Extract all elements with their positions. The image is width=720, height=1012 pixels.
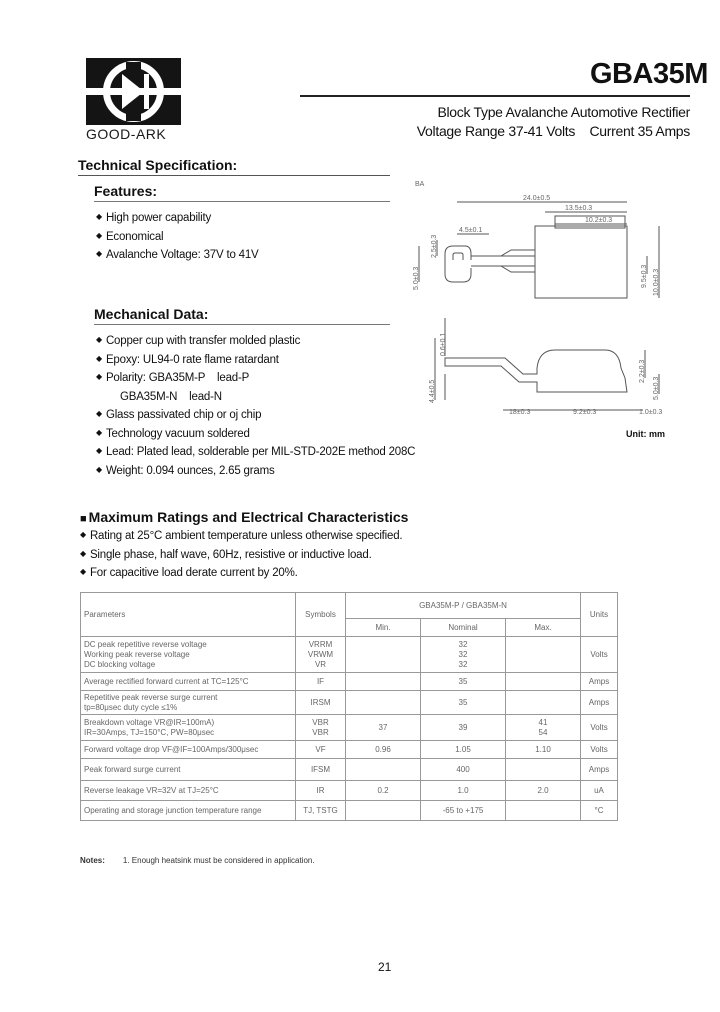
table-row <box>81 781 618 801</box>
min-cell <box>346 673 421 691</box>
nominal-cell: 35 <box>421 673 506 691</box>
dim-label: 18±0.3 <box>509 409 531 416</box>
list-item: GBA35M-N lead-N <box>120 390 222 403</box>
subtitle-line2: Voltage Range 37-41 Volts Current 35 Amps <box>416 123 690 139</box>
ratings-table <box>80 592 618 821</box>
list-item: ◆ Economical <box>96 231 259 250</box>
header-units: Units <box>581 593 618 637</box>
list-item: ◆ Single phase, half wave, 60Hz, resistive or inductive load. <box>80 549 402 568</box>
unit-cell: Amps <box>581 673 618 691</box>
features-heading: Features: <box>94 183 158 199</box>
table-row <box>81 637 618 673</box>
unit-cell: Volts <box>581 637 618 673</box>
table-row <box>81 741 618 759</box>
nominal-cell: 400 <box>421 759 506 781</box>
diode-logo-icon <box>86 58 181 125</box>
nominal-cell: 35 <box>421 691 506 715</box>
header-nominal: Nominal <box>421 619 506 637</box>
divider <box>94 201 390 202</box>
nominal-cell: 39 <box>421 715 506 741</box>
min-cell <box>346 801 421 821</box>
header-part: GBA35M-P / GBA35M-N <box>346 593 581 619</box>
unit-cell: Volts <box>581 715 618 741</box>
dim-label: 9.2±0.3 <box>573 409 597 416</box>
min-cell <box>346 637 421 673</box>
max-cell <box>506 801 581 821</box>
nominal-cell: 1.0 <box>421 781 506 801</box>
list-item: ◆ Copper cup with transfer molded plastic <box>96 335 415 354</box>
list-item: ◆ Avalanche Voltage: 37V to 41V <box>96 249 259 268</box>
list-item: ◆ Rating at 25°C ambient temperature unless otherwise specified. <box>80 530 402 549</box>
nominal-cell: -65 to +175 <box>421 801 506 821</box>
technical-spec-title: Technical Specification: <box>78 157 238 173</box>
ratings-heading: ■ Maximum Ratings and Electrical Characteristics <box>80 509 408 525</box>
min-cell: 0.2 <box>346 781 421 801</box>
dim-label: 2.2±0.3 <box>639 359 646 383</box>
table-row <box>81 715 618 741</box>
dim-label: 9.5±0.3 <box>641 264 648 288</box>
list-item: ◆ For capacitive load derate current by 20%. <box>80 567 402 586</box>
dim-label: 0.6±0.1 <box>440 332 447 356</box>
page-number: 21 <box>378 960 392 974</box>
param-cell: Operating and storage junction temperature range <box>81 801 296 821</box>
features-list <box>96 212 259 268</box>
min-cell: 37 <box>346 715 421 741</box>
param-cell: DC peak repetitive reverse voltage Working peak reverse voltage DC blocking voltage <box>81 637 296 673</box>
list-item: ◆ Glass passivated chip or oj chip <box>96 409 415 428</box>
list-item: ◆ Polarity: GBA35M-P lead-P <box>96 372 415 391</box>
notes-label: Notes: <box>80 856 105 865</box>
subtitle-line1: Block Type Avalanche Automotive Rectifier <box>437 104 690 120</box>
dim-label: 2.5±0.3 <box>431 234 438 258</box>
max-cell: 41 54 <box>506 715 581 741</box>
param-cell: Peak forward surge current <box>81 759 296 781</box>
mechanical-heading: Mechanical Data: <box>94 306 209 322</box>
min-cell: 0.96 <box>346 741 421 759</box>
list-item: ◆ High power capability <box>96 212 259 231</box>
unit-cell: uA <box>581 781 618 801</box>
package-label: BA <box>415 181 425 188</box>
dim-label: 4.5±0.1 <box>459 227 483 234</box>
unit-cell: °C <box>581 801 618 821</box>
header-max: Max. <box>506 619 581 637</box>
symbol-cell: IRSM <box>296 691 346 715</box>
param-cell: Forward voltage drop VF@IF=100Amps/300μsec <box>81 741 296 759</box>
header-rule <box>300 95 690 97</box>
max-cell <box>506 637 581 673</box>
nominal-cell: 1.05 <box>421 741 506 759</box>
unit-cell: Volts <box>581 741 618 759</box>
dim-label: 5.0±0.3 <box>653 376 660 400</box>
table-row <box>81 801 618 821</box>
symbol-cell: VRRM VRWM VR <box>296 637 346 673</box>
symbol-cell: TJ, TSTG <box>296 801 346 821</box>
unit-cell: Amps <box>581 759 618 781</box>
ratings-list <box>80 530 402 586</box>
good-ark-logo <box>86 58 181 125</box>
list-item: ◆ Weight: 0.094 ounces, 2.65 grams <box>96 465 415 484</box>
dim-label: 5.0±0.3 <box>413 266 420 290</box>
max-cell <box>506 759 581 781</box>
param-cell: Reverse leakage VR=32V at TJ=25°C <box>81 781 296 801</box>
nominal-cell: 32 32 32 <box>421 637 506 673</box>
symbol-cell: VBR VBR <box>296 715 346 741</box>
table-row <box>81 673 618 691</box>
dim-label: 10.2±0.3 <box>585 217 613 224</box>
part-number: GBA35M <box>590 58 708 90</box>
max-cell: 1.10 <box>506 741 581 759</box>
symbol-cell: VF <box>296 741 346 759</box>
header-min: Min. <box>346 619 421 637</box>
dim-label: 1.0±0.3 <box>639 409 663 416</box>
divider <box>94 324 390 325</box>
mechanical-list <box>96 335 415 483</box>
header-parameters: Parameters <box>81 593 296 637</box>
unit-cell: Amps <box>581 691 618 715</box>
dim-label: 4.4±0.5 <box>429 379 436 403</box>
param-cell: Repetitive peak reverse surge current tp=80μsec duty cycle ≤1% <box>81 691 296 715</box>
notes <box>80 856 315 865</box>
symbol-cell: IFSM <box>296 759 346 781</box>
dim-label: 24.0±0.5 <box>523 195 551 202</box>
max-cell <box>506 691 581 715</box>
package-dimension-drawing <box>405 178 675 428</box>
list-item: ◆ Epoxy: UL94-0 rate flame ratardant <box>96 354 415 373</box>
notes-text: 1. Enough heatsink must be considered in application. <box>122 856 315 865</box>
unit-label: Unit: mm <box>626 429 665 439</box>
symbol-cell: IF <box>296 673 346 691</box>
dim-label: 13.5±0.3 <box>565 205 593 212</box>
header-symbols: Symbols <box>296 593 346 637</box>
table-row <box>81 691 618 715</box>
min-cell <box>346 691 421 715</box>
divider <box>78 175 390 176</box>
min-cell <box>346 759 421 781</box>
list-item: ◆ Technology vacuum soldered <box>96 428 415 447</box>
param-cell: Average rectified forward current at TC=125°C <box>81 673 296 691</box>
table-row <box>81 759 618 781</box>
param-cell: Breakdown voltage VR@IR=100mA) IR=30Amps, TJ=150°C, PW=80μsec <box>81 715 296 741</box>
max-cell: 2.0 <box>506 781 581 801</box>
list-item: ◆ Lead: Plated lead, solderable per MIL-STD-202E method 208C <box>96 446 415 465</box>
symbol-cell: IR <box>296 781 346 801</box>
brand-name: GOOD-ARK <box>86 126 167 142</box>
dim-label: 10.0±0.3 <box>653 268 660 296</box>
max-cell <box>506 673 581 691</box>
